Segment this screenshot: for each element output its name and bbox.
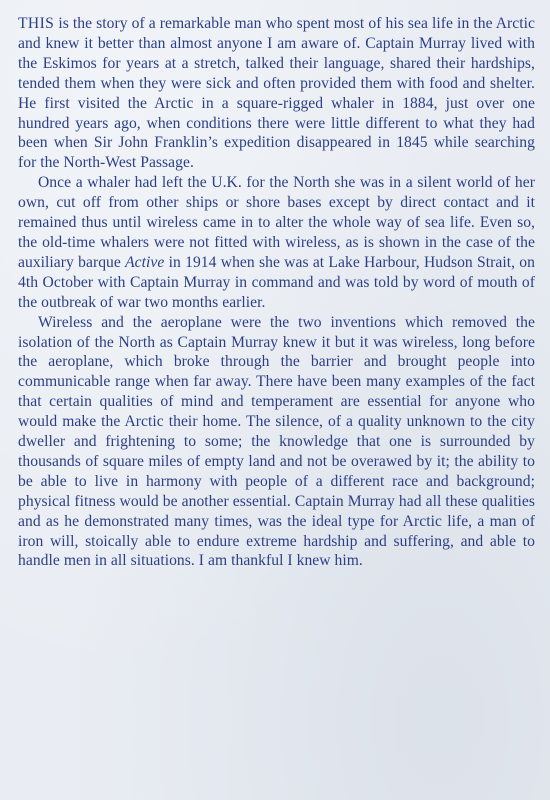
paragraph-2-text-after: in 1914 when she was at Lake Harbour, Hudson Strait, on 4th October with Captain Murray in command and was told by word of mouth of the outbreak of war two months earlier. xyxy=(18,253,535,311)
paragraph-3 xyxy=(18,313,535,572)
opening-word: THIS xyxy=(18,15,55,32)
paragraph-1-text: is the story of a remarkable man who spent most of his sea life in the Arctic and knew it better than almost anyone I am aware of. Captain Murray lived with the Eskimos for years at a stretch, talked their language, shared their hardships, tended them when they were sick and often provided them with food and shelter. He first visited the Arctic in a square-rigged whaler in 1884, just over one hundred years ago, when conditions there were little different to what they had been when Sir John Franklin’s expedition disappeared in 1845 while searching for the North-West Passage. xyxy=(18,15,535,172)
ship-name: Active xyxy=(125,253,165,271)
paragraph-2-text-before: Once a whaler had left the U.K. for the North she was in a silent world of her own, cut off from other ships or shore bases except by direct contact and it remained thus until wireless came in to alter the whole way of sea life. Even so, the old-time whalers were not fitted with wireless, as is shown in the case of the auxiliary barque xyxy=(18,174,535,271)
paragraph-3-text: Wireless and the aeroplane were the two inventions which removed the isolation of the North as Captain Murray knew it but it was wireless, long before the aeroplane, which broke through the barrier and brought people into communicable range when far away. There have been many examples of the fact that certain qualities of mind and temperament are essential for anyone who would make the Arctic their home. The silence, of a quality unknown to the city dweller and frightening to some; the knowledge that one is surrounded by thousands of square miles of empty land and not be overawed by it; the ability to be able to live in harmony with people of a different race and background; physical fitness would be another essential. Captain Murray had all these qualities and as he demonstrated many times, was the ideal type for Arctic life, a man of iron will, stoically able to endure extreme hardship and suffering, and able to handle men in all situations. I am thankful I knew him. xyxy=(18,313,535,570)
paragraph-1 xyxy=(18,14,535,173)
paragraph-2 xyxy=(18,173,535,312)
